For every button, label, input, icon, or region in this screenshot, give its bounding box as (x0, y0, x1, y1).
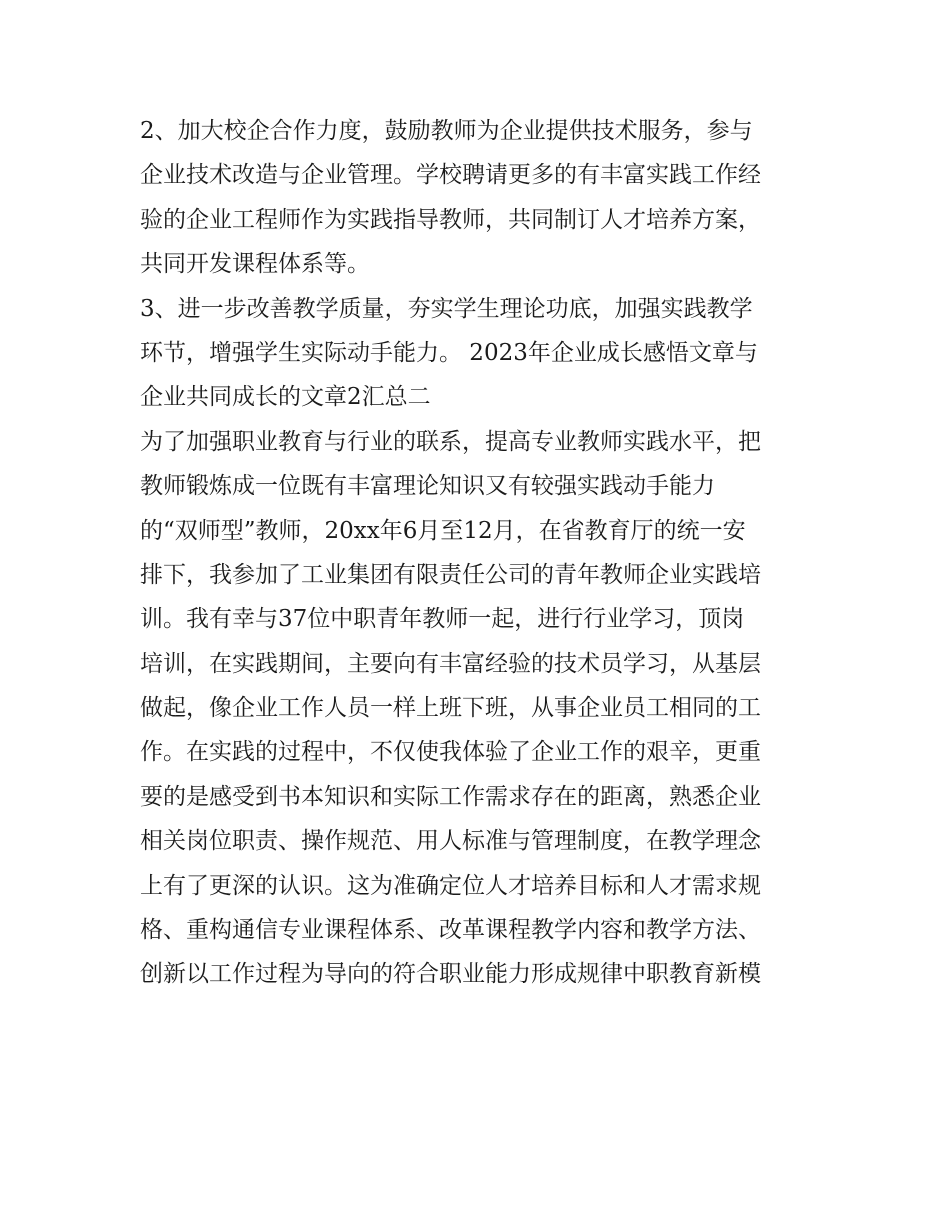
text-line: 创新以工作过程为导向的符合职业能力形成规律中职教育新模 (140, 961, 761, 988)
text-line: 验的企业工程师作为实践指导教师，共同制订人才培养方案， (140, 206, 761, 233)
text-line: 相关岗位职责、操作规范、用人标准与管理制度，在教学理念 (140, 828, 761, 855)
text-line: 作。在实践的过程中，不仅使我体验了企业工作的艰辛，更重 (140, 739, 761, 766)
text-line: 3、进一步改善教学质量，夯实学生理论功底，加强实践教学 (140, 295, 753, 322)
text-line: 教师锻炼成一位既有丰富理论知识又有较强实践动手能力 (140, 473, 715, 500)
text-line: 企业共同成长的文章2汇总二 (140, 384, 431, 411)
text-line: 为了加强职业教育与行业的联系，提高专业教师实践水平，把 (140, 428, 761, 455)
text-line: 做起，像企业工作人员一样上班下班，从事企业员工相同的工 (140, 695, 761, 722)
text-line: 培训，在实践期间，主要向有丰富经验的技术员学习，从基层 (140, 650, 761, 677)
text-line: 格、重构通信专业课程体系、改革课程教学内容和教学方法、 (140, 917, 761, 944)
text-line: 环节，增强学生实际动手能力。 2023年企业成长感悟文章与 (140, 339, 758, 366)
text-line: 上有了更深的认识。这为准确定位人才培养目标和人才需求规 (140, 872, 761, 899)
text-line: 2、加大校企合作力度，鼓励教师为企业提供技术服务，参与 (140, 118, 753, 144)
text-line: 企业技术改造与企业管理。学校聘请更多的有丰富实践工作经 (140, 162, 761, 189)
body-text (140, 109, 830, 997)
text-line: 要的是感受到书本知识和实际工作需求存在的距离，熟悉企业 (140, 783, 761, 810)
text-line: 训。我有幸与37位中职青年教师一起，进行行业学习，顶岗 (140, 606, 745, 633)
text-line: 的“双师型”教师，20xx年6月至12月，在省教育厅的统一安 (140, 517, 746, 544)
text-line: 排下，我参加了工业集团有限责任公司的青年教师企业实践培 (140, 561, 761, 588)
text-line: 共同开发课程体系等。 (140, 251, 370, 278)
